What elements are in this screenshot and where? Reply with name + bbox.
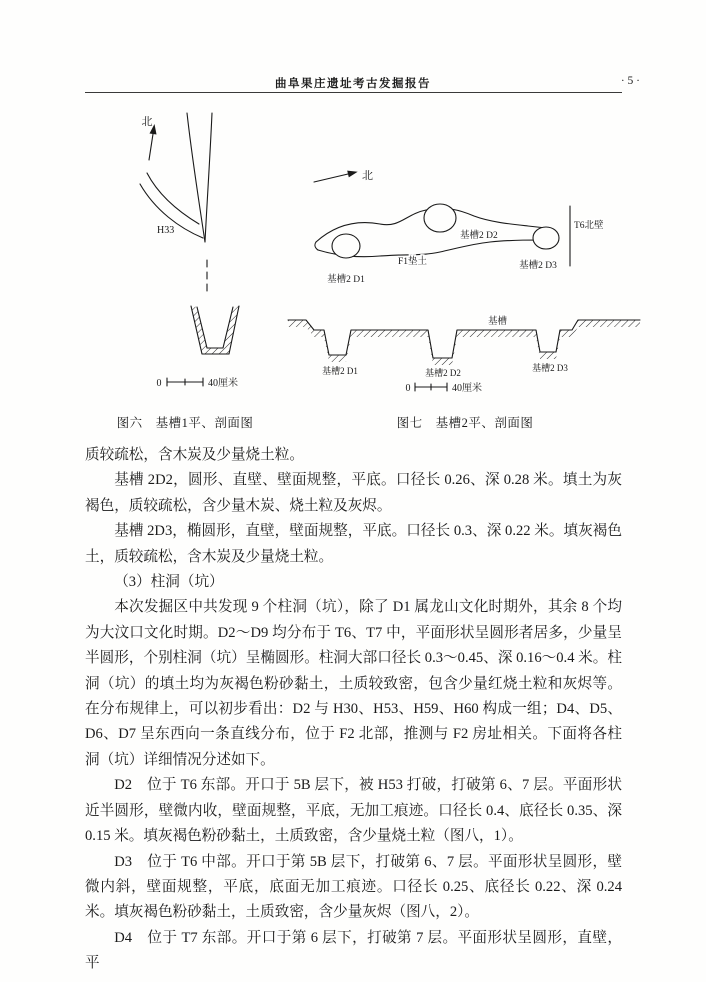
figure-seven-drawing [288, 158, 653, 403]
figure-six-drawing [95, 110, 275, 410]
page-number: · 5 · [620, 75, 640, 87]
plan-d3-label: 基槽2 D3 [519, 261, 557, 271]
north-arrow-icon [142, 115, 157, 160]
body-text [85, 443, 622, 977]
section-d1-label: 基槽2 D1 [322, 366, 358, 376]
paragraph: D4 位于 T7 东部。开口于第 6 层下，打破第 7 层。平面形状呈圆形，直壁，平 [85, 929, 622, 972]
figure-six-caption: 图六 基槽1平、剖面图 [116, 416, 254, 430]
fig6-section-view [191, 306, 239, 354]
wall-label: T6北壁 [574, 221, 604, 231]
fig7-plan-view [315, 204, 604, 285]
header-title: 曲阜果庄遗址考古发掘报告 [275, 78, 431, 90]
fig6-plan-view [140, 113, 212, 292]
paragraph: D3 位于 T6 中部。开口于第 5B 层下，打破第 6、7 层。平面形状呈圆形，壁微内斜，壁面规整，平底，底面无加工痕迹。口径长 0.25、底径长 0.22、深 0.24 米。填灰褐色粉砂黏土，土质致密，含少量灰烬（图八，2）。 [85, 853, 622, 921]
feature-label: H33 [157, 225, 175, 236]
scale-start-label: 0 [405, 383, 411, 394]
north-label: 北 [362, 170, 373, 182]
north-label: 北 [141, 116, 153, 128]
fig7-scale-bar [406, 381, 483, 394]
section-d2-label: 基槽2 D2 [425, 368, 461, 378]
paragraph: 质较疏松，含木炭及少量烧土粒。 [85, 447, 304, 463]
fig7-section-view [288, 315, 640, 378]
section-heading: （3）柱洞（坑） [114, 574, 224, 591]
plan-d1-label: 基槽2 D1 [327, 275, 365, 285]
trench-label: 基槽 [488, 317, 508, 327]
paragraph: 本次发掘区中共发现 9 个柱洞（坑），除了 D1 属龙山文化时期外，其余 8 个均为大汶口文化时期。D2～D9 均分布于 T6、T7 中，平面形状呈圆形者居多，少量呈半圆形，个别柱洞（坑）呈椭圆形。柱洞大部口径长 0.3～0.45、深 0.16～0.4 米。柱洞（坑）的填土均为灰褐色粉砂黏土，土质较致密，包含少量红烧土粒和灰烬等。在分布规律上，可以初步看出：D2 与 H30、H53、H59、H60 构成一组；D4、D5、D6、D7 呈东西向一条直线分布，位于 F2 北部，推测与 F2 房址相关。下面将各柱洞（坑）详细情况分述如下。 [85, 599, 622, 768]
section-d3-label: 基槽2 D3 [532, 363, 568, 373]
paragraph: D2 位于 T6 东部。开口于 5B 层下，被 H53 打破，打破第 6、7 层。平面形状近半圆形，壁微内收，壁面规整，平底，无加工痕迹。口径长 0.4、底径长 0.35、深 0.15 米。填灰褐色粉砂黏土，土质致密，含少量烧土粒（图八，1）。 [85, 777, 622, 845]
figure-seven-caption: 图七 基槽2平、剖面图 [396, 416, 534, 430]
scale-start-label: 0 [156, 378, 162, 389]
plan-d2-label: 基槽2 D2 [460, 231, 498, 241]
fill-label: F1垫土 [398, 257, 428, 267]
paragraph: 基槽 2D3，椭圆形，直壁，壁面规整，平底。口径长 0.3、深 0.22 米。填灰褐色土，质较疏松，含木炭及少量烧土粒。 [85, 523, 622, 565]
paragraph: 基槽 2D2，圆形、直壁、壁面规整，平底。口径长 0.26、深 0.28 米。填土为灰褐色，质较疏松，含少量木炭、烧土粒及灰烬。 [85, 472, 622, 514]
fig6-scale-bar [157, 376, 239, 389]
header-rule [85, 92, 622, 93]
north-arrow-icon [314, 169, 373, 182]
scale-end-label: 40厘米 [208, 378, 238, 389]
figures-area [0, 95, 706, 437]
scale-end-label: 40厘米 [452, 383, 482, 394]
